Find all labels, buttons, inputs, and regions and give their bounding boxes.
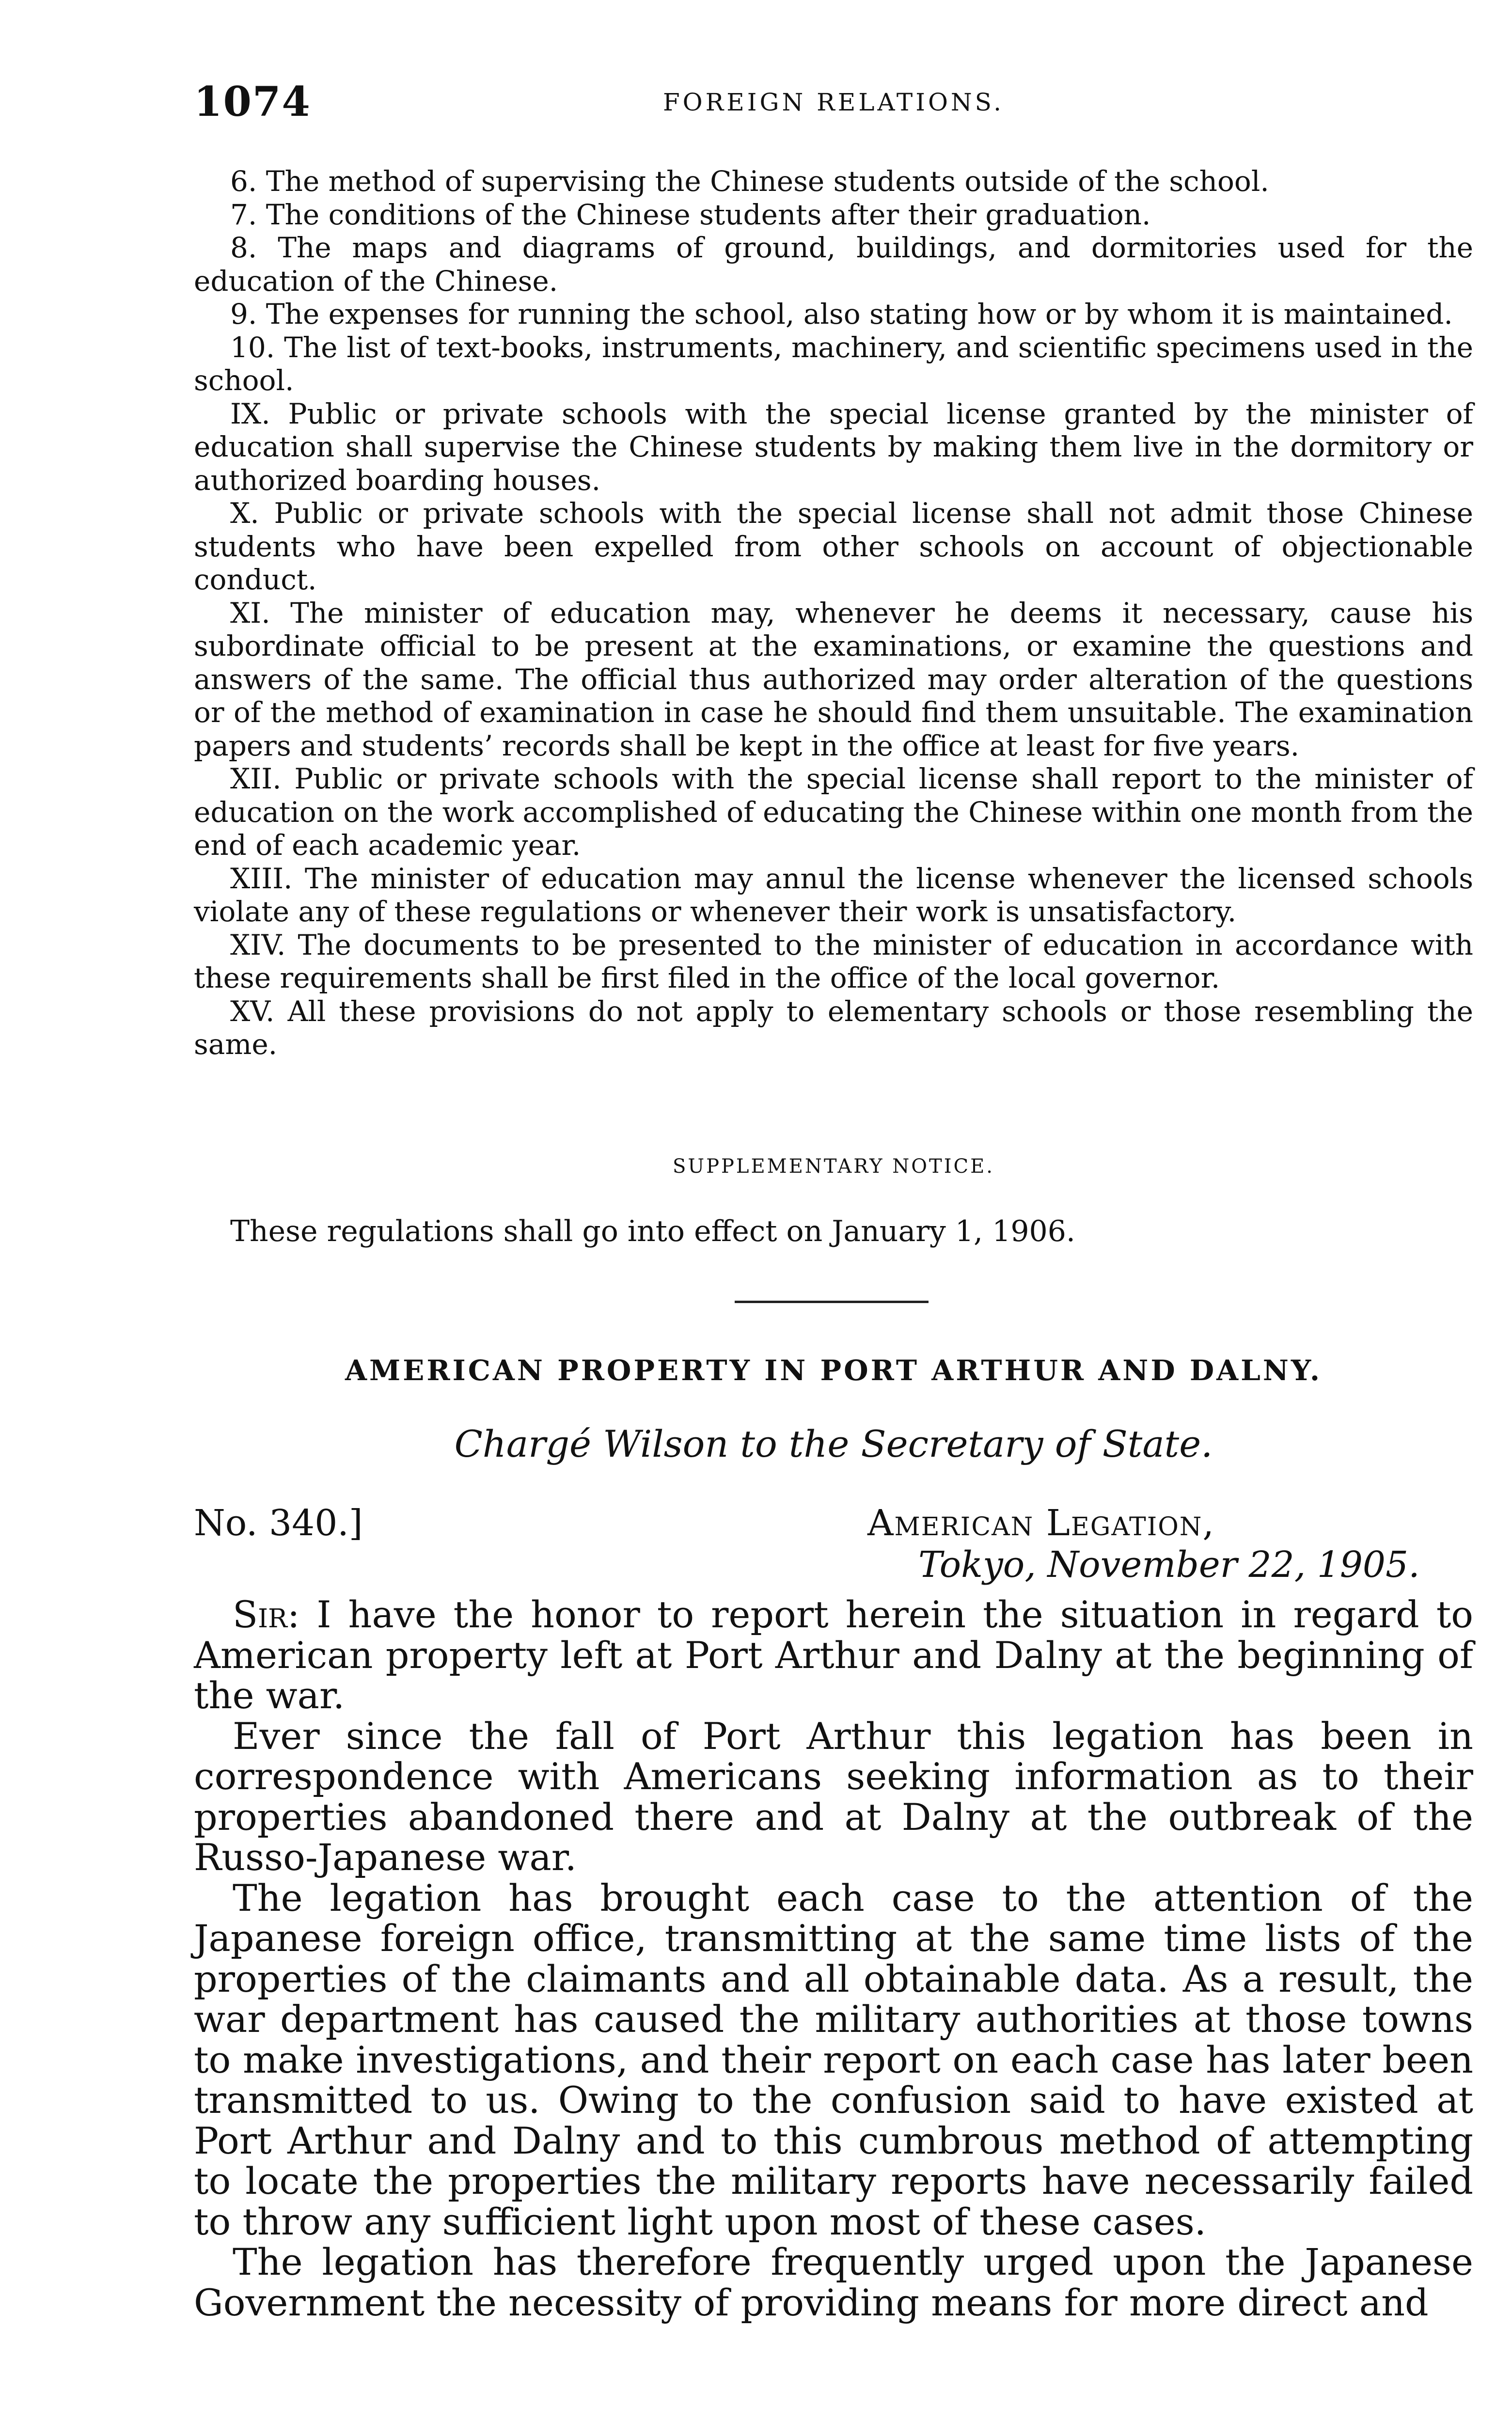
dateline: Tokyo, November 22, 1905.: [918, 1544, 1420, 1586]
supplementary-heading: SUPPLEMENTARY NOTICE.: [672, 1155, 995, 1178]
regulation-item: XIII. The minister of education may annul the license whenever the licensed schools violate any of these regulations or whenever their work is unsatisfactory.: [194, 862, 1473, 928]
letter-paragraph: The legation has brought each case to the attention of the Japanese foreign office, transmitting at the same time lists of the properties of the claimants and all obtainable data. As a result, the war department has caused the military authorities at those towns to make investigations, and their report on each case has later been transmitted to us. Owing to the confusion said to have existed at Port Arthur and Dalny and to this cumbrous method of attempting to locate the properties the military reports have necessarily failed to throw any sufficient light upon most of these cases.: [194, 1876, 1473, 2243]
letter-paragraph: [194, 1594, 1473, 1716]
salutation: Sir:: [233, 1593, 300, 1636]
document-number: No. 340.]: [194, 1502, 363, 1544]
regulation-item: 10. The list of text-books, instruments, machinery, and scientific specimens used in the school.: [194, 330, 1473, 397]
running-head: FOREIGN RELATIONS.: [662, 88, 1005, 116]
article-byline: Chargé Wilson to the Secretary of State.: [454, 1422, 1213, 1465]
regulation-item: XIV. The documents to be presented to the minister of education in accordance with these requirements shall be first filed in the office of the local governor.: [194, 928, 1473, 994]
regulation-item: XI. The minister of education may, whenever he deems it necessary, cause his subordinate official to be present at the examinations, or examine the questions and answers of the same. The official thus authorized may order alteration of the questions or of the method of examination in case he should find them unsuitable. The examination papers and students’ records shall be kept in the office at least for five years.: [194, 596, 1473, 762]
regulation-item: X. Public or private schools with the special license shall not admit those Chinese students who have been expelled from other schools on account of objectionable conduct.: [194, 497, 1473, 596]
regulation-item: 8. The maps and diagrams of ground, buildings, and dormitories used for the education of the Chinese.: [194, 231, 1473, 298]
page-header: [194, 78, 1473, 126]
page-number: 1074: [194, 78, 311, 126]
letter-paragraph: The legation has therefore frequently urged upon the Japanese Government the necessity of providing means for more direct and: [194, 2240, 1473, 2324]
section-divider: [735, 1301, 929, 1303]
regulation-item: 6. The method of supervising the Chinese students outside of the school.: [230, 165, 1269, 198]
legation-name: American Legation,: [867, 1502, 1215, 1544]
regulation-item: XII. Public or private schools with the special license shall report to the minister of education on the work accomplished of educating the Chinese within one month from the end of each academic year.: [194, 762, 1473, 862]
paragraph-text: I have the honor to report herein the situation in regard to American property left at Port Arthur and Dalny at the beginning of the war.: [194, 1593, 1473, 1717]
regulations-list: [194, 165, 1473, 1061]
regulation-item: 9. The expenses for running the school, also stating how or by whom it is maintained.: [230, 298, 1453, 330]
article-title: AMERICAN PROPERTY IN PORT ARTHUR AND DALNY.: [345, 1354, 1323, 1387]
letter-paragraph: Ever since the fall of Port Arthur this legation has been in correspondence with Americans seeking information as to their properties abandoned there and at Dalny at the outbreak of the Russo-Japanese war.: [194, 1714, 1473, 1879]
regulation-item: 7. The conditions of the Chinese students after their graduation.: [230, 198, 1151, 231]
regulation-item: IX. Public or private schools with the special license granted by the minister of education shall supervise the Chinese students by making them live in the dormitory or authorized boarding houses.: [194, 397, 1473, 497]
effective-date-text: These regulations shall go into effect on January 1, 1906.: [230, 1214, 1075, 1248]
letter-body: [194, 1594, 1473, 2323]
regulation-item: XV. All these provisions do not apply to elementary schools or those resembling the same.: [194, 994, 1473, 1061]
